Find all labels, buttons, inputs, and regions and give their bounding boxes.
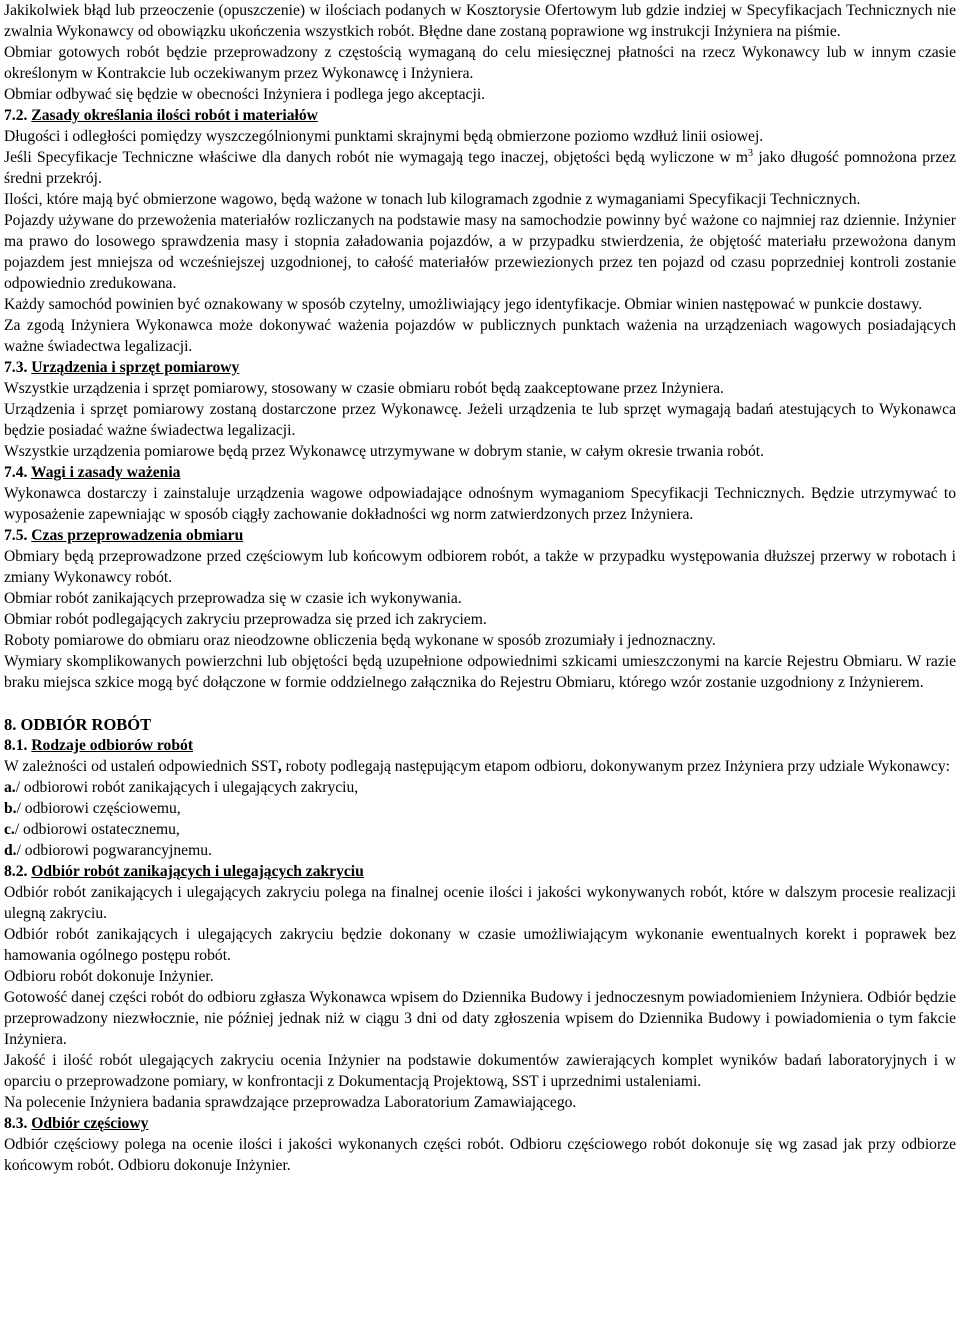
section-heading-8-1 xyxy=(4,735,956,756)
paragraph: Długości i odległości pomiędzy wyszczególnionymi punktami skrajnymi będą obmierzone poziomo wzdłuż linii osiowej. xyxy=(4,128,764,145)
paragraph xyxy=(4,147,956,189)
list-item-text: / odbiorowi robót zanikających i ulegających zakryciu, xyxy=(15,779,359,796)
section-title: Urządzenia i sprzęt pomiarowy xyxy=(31,359,240,376)
list-item xyxy=(4,798,956,819)
paragraph: Roboty pomiarowe do obmiaru oraz nieodzowne obliczenia będą wykonane w sposób zrozumiały i jednoznaczny. xyxy=(4,632,716,649)
list-item-text: / odbiorowi pogwarancyjnemu. xyxy=(16,842,212,859)
section-title: Zasady określania ilości robót i materiałów xyxy=(31,107,318,124)
paragraph: Urządzenia i sprzęt pomiarowy zostaną dostarczone przez Wykonawcę. Jeżeli urządzenia te lub sprzęt wymagają badań atestujących to Wykonawca będzie posiadać ważne świadectwa legalizacji. xyxy=(4,401,956,439)
section-title: Odbiór częściowy xyxy=(31,1115,149,1132)
section-heading-7-4 xyxy=(4,462,956,483)
paragraph: Za zgodą Inżyniera Wykonawca może dokonywać ważenia pojazdów w publicznych punktach ważenia na urządzeniach wagowych posiadających ważne świadectwa legalizacji. xyxy=(4,317,956,355)
paragraph: Jakikolwiek błąd lub przeoczenie (opuszczenie) w ilościach podanych w Kosztorysie Ofertowym lub gdzie indziej w Specyfikacjach Technicznych nie zwalnia Wykonawcy od obowiązku ukończenia wszystkich robót. Błędne dane zostaną poprawione wg instrukcji Inżyniera na piśmie. xyxy=(4,2,956,40)
paragraph: Pojazdy używane do przewożenia materiałów rozliczanych na podstawie masy na samochodzie powinny być ważone co najmniej raz dziennie. Inżynier ma prawo do losowego sprawdzenia masy i stopnia załadowania pojazdów, a w przypadku stwierdzenia, że objętość materiału przewożona danym pojazdem jest mniejsza od wcześniejszej uzgodnionej, to całość materiałów przewiezionych przez ten pojazd od czasu poprzedniej kontroli zostanie odpowiednio zredukowana. xyxy=(4,212,956,292)
paragraph: Odbiór częściowy polega na ocenie ilości i jakości wykonanych części robót. Odbioru częściowego robót dokonuje się wg zasad jak przy odbiorze końcowym robót. Odbioru dokonuje Inżynier. xyxy=(4,1136,956,1174)
paragraph: Gotowość danej części robót do odbioru zgłasza Wykonawca wpisem do Dziennika Budowy i jednoczesnym powiadomieniem Inżyniera. Odbiór będzie przeprowadzony niezwłocznie, nie później jednak niż w ciągu 3 dni od daty zgłoszenia wpisem do Dziennika Budowy i powiadomienia o tym fakcie Inżyniera. xyxy=(4,989,956,1048)
paragraph-text: Jeśli Specyfikacje Techniczne właściwe dla danych robót nie wymagają tego inaczej, objętości będą wyliczone w m xyxy=(4,149,749,166)
superscript: 3 xyxy=(748,147,754,159)
paragraph: Obmiar robót zanikających przeprowadza się w czasie ich wykonywania. xyxy=(4,590,462,607)
paragraph: Na polecenie Inżyniera badania sprawdzające przeprowadza Laboratorium Zamawiającego. xyxy=(4,1094,577,1111)
chapter-heading-8: 8. ODBIÓR ROBÓT xyxy=(4,715,152,734)
section-number: 7.5. xyxy=(4,527,28,544)
paragraph: Wszystkie urządzenia pomiarowe będą przez Wykonawcę utrzymywane w dobrym stanie, w całym okresie trwania robót. xyxy=(4,443,764,460)
paragraph-text: roboty podlegają następującym etapom odbioru, dokonywanym przez Inżyniera przy udziale Wykonawcy: xyxy=(281,758,950,775)
list-item xyxy=(4,840,956,861)
section-heading-7-2 xyxy=(4,105,956,126)
list-marker: b. xyxy=(4,800,17,817)
section-title: Wagi i zasady ważenia xyxy=(31,464,181,481)
list-marker: c. xyxy=(4,821,15,838)
paragraph: Każdy samochód powinien być oznakowany w sposób czytelny, umożliwiający jego identyfikacje. Obmiar winien następować w punkcie dostawy. xyxy=(4,296,923,313)
paragraph: Wykonawca dostarczy i zainstaluje urządzenia wagowe odpowiadające odnośnym wymaganiom Specyfikacji Technicznych. Będzie utrzymywać to wyposażenie zapewniając w sposób ciągły zachowanie dokładności wg norm zatwierdzonych przez Inżyniera. xyxy=(4,485,956,523)
section-number: 7.3. xyxy=(4,359,28,376)
paragraph: Wszystkie urządzenia i sprzęt pomiarowy, stosowany w czasie obmiaru robót będą zaakceptowane przez Inżyniera. xyxy=(4,380,724,397)
section-heading-7-3 xyxy=(4,357,956,378)
paragraph: Wymiary skomplikowanych powierzchni lub objętości będą uzupełnione odpowiednimi szkicami umieszczonymi na karcie Rejestru Obmiaru. W razie braku miejsca szkice mogą być dołączone w formie oddzielnego załącznika do Rejestru Obmiaru, którego wzór zostanie uzgodniony z Inżynierem. xyxy=(4,653,956,691)
section-number: 8.1. xyxy=(4,737,28,754)
paragraph: Ilości, które mają być obmierzone wagowo, będą ważone w tonach lub kilogramach zgodnie z wymaganiami Specyfikacji Technicznych. xyxy=(4,191,861,208)
section-title: Czas przeprowadzenia obmiaru xyxy=(31,527,244,544)
bold-comma: , xyxy=(277,758,282,775)
section-heading-7-5 xyxy=(4,525,956,546)
list-item-text: / odbiorowi ostatecznemu, xyxy=(14,821,180,838)
paragraph: Jakość i ilość robót ulegających zakryciu ocenia Inżynier na podstawie dokumentów zawierających komplet wyników badań laboratoryjnych i w oparciu o przeprowadzone pomiary, w konfrontacji z Dokumentacją Projektową, SST i uprzednimi ustaleniami. xyxy=(4,1052,956,1090)
section-number: 7.4. xyxy=(4,464,28,481)
section-number: 8.2. xyxy=(4,863,28,880)
list-marker: d. xyxy=(4,842,17,859)
list-item xyxy=(4,819,956,840)
paragraph-text: jako długość pomnożona przez średni przekrój. xyxy=(4,149,956,187)
paragraph: Odbioru robót dokonuje Inżynier. xyxy=(4,968,214,985)
paragraph: Obmiar gotowych robót będzie przeprowadzony z częstością wymaganą do celu miesięcznej płatności na rzecz Wykonawcy lub w innym czasie określonym w Kontrakcie lub oczekiwanym przez Wykonawcę i Inżyniera. xyxy=(4,44,956,82)
paragraph: Odbiór robót zanikających i ulegających zakryciu będzie dokonany w czasie umożliwiającym wykonanie ewentualnych korekt i poprawek bez hamowania ogólnego postępu robót. xyxy=(4,926,956,964)
section-number: 8.3. xyxy=(4,1115,28,1132)
section-heading-8-3 xyxy=(4,1113,956,1134)
section-title: Rodzaje odbiorów robót xyxy=(31,737,194,754)
paragraph-text: W zależności od ustaleń odpowiednich SST xyxy=(4,758,278,775)
section-title: Odbiór robót zanikających i ulegających zakryciu xyxy=(31,863,364,880)
list-item xyxy=(4,777,956,798)
section-number: 7.2. xyxy=(4,107,28,124)
section-heading-8-2 xyxy=(4,861,956,882)
paragraph: Odbiór robót zanikających i ulegających zakryciu polega na finalnej ocenie ilości i jakości wykonywanych robót, które w dalszym procesie realizacji ulegną zakryciu. xyxy=(4,884,956,922)
paragraph xyxy=(4,756,956,777)
paragraph: Obmiary będą przeprowadzone przed częściowym lub końcowym odbiorem robót, a także w przypadku występowania dłuższej przerwy w robotach i zmiany Wykonawcy robót. xyxy=(4,548,956,586)
list-marker: a. xyxy=(4,779,16,796)
paragraph: Obmiar odbywać się będzie w obecności Inżyniera i podlega jego akceptacji. xyxy=(4,86,486,103)
list-item-text: / odbiorowi częściowemu, xyxy=(16,800,181,817)
paragraph: Obmiar robót podlegających zakryciu przeprowadza się przed ich zakryciem. xyxy=(4,611,487,628)
